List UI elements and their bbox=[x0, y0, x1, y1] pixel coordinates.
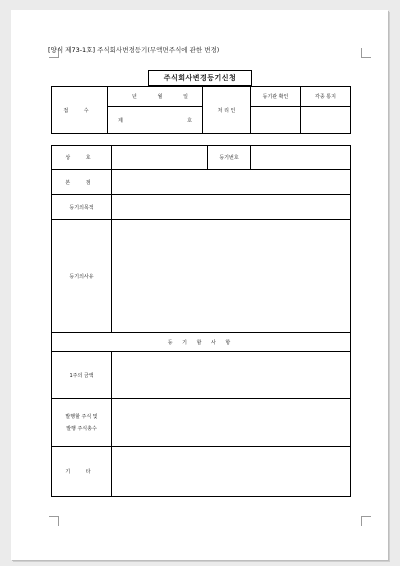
other-input[interactable] bbox=[112, 447, 351, 497]
year-label: 년 bbox=[132, 94, 137, 100]
matters-header: 등 기 할 사 항 bbox=[167, 339, 235, 346]
issued-shares-label-cell bbox=[52, 399, 112, 447]
reg-number-label: 등기번호 bbox=[219, 155, 239, 161]
receipt-number-cell[interactable] bbox=[108, 107, 203, 134]
receipt-ho-label: 호 bbox=[187, 117, 192, 124]
receipt-date-cell[interactable] bbox=[108, 87, 203, 107]
reg-purpose-label: 등기의목적 bbox=[69, 204, 94, 211]
per-share-input[interactable] bbox=[112, 352, 351, 399]
reg-done-label-cell bbox=[251, 87, 301, 107]
crop-mark-bottom-right bbox=[361, 516, 371, 526]
trade-name-label: 상 호 bbox=[65, 155, 98, 161]
other-label: 기 타 bbox=[65, 469, 98, 475]
crop-mark-bottom-left bbox=[49, 516, 59, 526]
notice-label: 각종 통지 bbox=[315, 94, 336, 100]
other-label-cell bbox=[52, 447, 112, 497]
receipt-table bbox=[51, 86, 351, 134]
reg-cause-input[interactable] bbox=[112, 220, 351, 333]
reg-cause-label: 등기의사유 bbox=[69, 273, 94, 280]
issued-shares-input[interactable] bbox=[112, 399, 351, 447]
notice-input-cell[interactable] bbox=[301, 107, 351, 134]
month-label: 월 bbox=[157, 94, 163, 100]
day-label: 일 bbox=[183, 94, 188, 100]
per-share-label: 1주의 금액 bbox=[69, 372, 94, 379]
reg-purpose-input[interactable] bbox=[112, 195, 351, 220]
receipt-no-label: 제 bbox=[118, 117, 123, 124]
head-office-label: 본 점 bbox=[65, 179, 98, 186]
head-office-input[interactable] bbox=[112, 170, 351, 195]
issued-shares-label-line-1: 발행할 주식 및 bbox=[65, 414, 98, 420]
form-number: [양식 제73-1호] bbox=[48, 46, 96, 54]
reg-cause-label-cell bbox=[52, 220, 112, 333]
form-header-title: 주식회사변경등기(무액면주식에 관한 변경) bbox=[97, 46, 220, 54]
form-header bbox=[48, 45, 219, 54]
reg-done-label: 등기관 확인 bbox=[262, 94, 289, 100]
head-office-label-cell bbox=[52, 170, 112, 195]
trade-name-input[interactable] bbox=[112, 146, 208, 170]
processor-label: 처 리 인 bbox=[217, 107, 236, 114]
processor-label-cell bbox=[203, 87, 251, 134]
reg-number-label-cell bbox=[208, 146, 251, 170]
receipt-label-cell bbox=[52, 87, 108, 134]
receipt-label: 접 수 bbox=[63, 107, 96, 114]
reg-purpose-label-cell bbox=[52, 195, 112, 220]
application-table bbox=[51, 145, 351, 497]
crop-mark-top-right bbox=[361, 48, 371, 58]
per-share-label-cell bbox=[52, 352, 112, 399]
reg-done-input-cell[interactable] bbox=[251, 107, 301, 134]
notice-label-cell bbox=[301, 87, 351, 107]
reg-number-input[interactable] bbox=[251, 146, 351, 170]
issued-shares-label-line-2: 발행 주식총수 bbox=[66, 426, 97, 432]
form-title: 주식회사변경등기신청 bbox=[148, 70, 252, 86]
trade-name-label-cell bbox=[52, 146, 112, 170]
matters-header-cell bbox=[52, 333, 351, 352]
